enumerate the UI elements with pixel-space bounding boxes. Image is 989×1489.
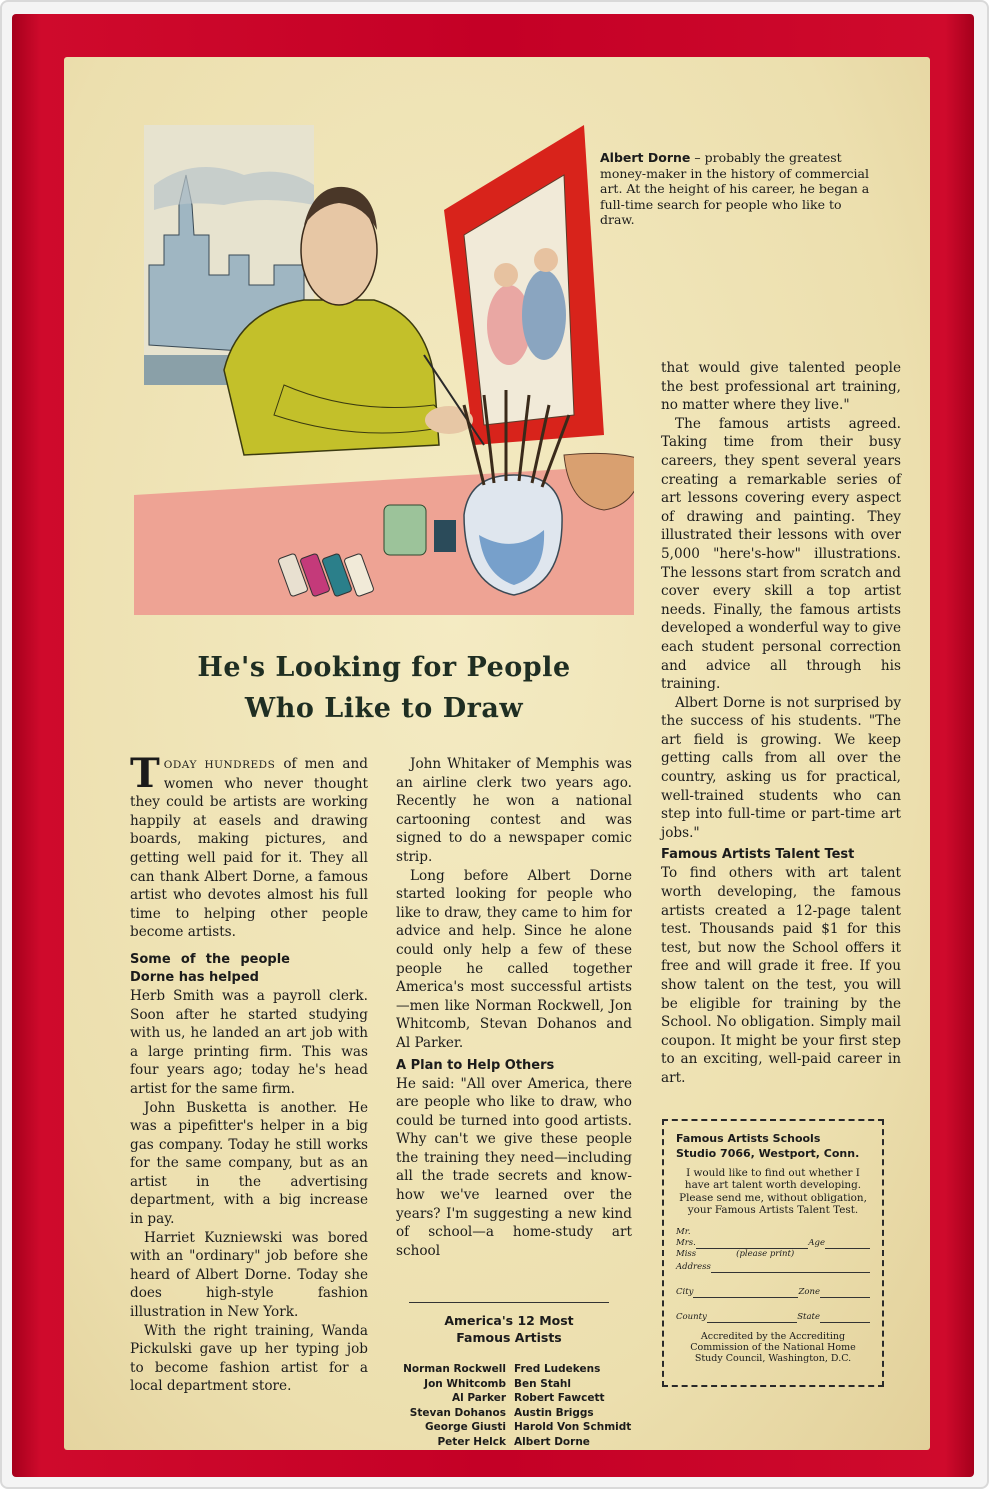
para-long-before: Long before Albert Dorne started looking for people who like to draw, they came to him for advice and help. Since he alone could only help a few of these people he called together America's most successful artists —men like Norman Rockwell, Jon Whitcomb, Stevan Dohanos and Al Parker. <box>396 867 632 1051</box>
coupon-county-line[interactable] <box>676 1312 870 1323</box>
caption-name: Albert Dorne <box>600 150 691 165</box>
artist-name: Stevan Dohanos <box>409 1406 506 1419</box>
lead-smallcaps: ODAY HUNDREDS <box>163 759 276 771</box>
artist-name: Albert Dorne <box>514 1435 590 1448</box>
coupon-school-name: Famous Artists Schools <box>676 1132 821 1145</box>
artist-name: Jon Whitcomb <box>424 1377 506 1390</box>
artist-row <box>394 1435 634 1450</box>
caption-text: – probably the greatest money-maker in the history of commercial art. At the height of his career, he began a full-time search for people who like to draw. <box>600 150 870 227</box>
artist-name: Harold Von Schmidt <box>514 1421 632 1434</box>
intro-paragraph <box>130 750 368 942</box>
coupon-address-line[interactable] <box>676 1262 870 1273</box>
heading-plan-to-help: A Plan to Help Others <box>396 1057 555 1073</box>
para-herb-smith: Herb Smith was a payroll clerk. Soon after he started studying with us, he landed an art job with a large printing firm. This was four years ago; today he's head artist for the same firm. <box>130 987 368 1097</box>
intro-text: of men and women who never thought they could be artists are working happily at easels and drawing boards, making pictures, and getting well paid for it. They all can thank Albert Dorne, a famous artist who devotes almost his full time to helping other people become artists. <box>130 756 368 941</box>
para-that-would-give: that would give talented people the best professional art training, no matter where they live." <box>661 360 901 414</box>
column-2 <box>396 755 632 1260</box>
column-3 <box>661 359 901 1088</box>
comic-back-cover-page <box>64 57 930 1450</box>
famous-artists-list-title: America's 12 Most Famous Artists <box>444 1313 574 1345</box>
famous-artists-list <box>394 1362 634 1450</box>
coupon-body-text: I would like to find out whether I have art talent worth developing. Please send me, without obligation, your Famous Artists Talent Test. <box>679 1167 867 1217</box>
para-famous-artists-agreed: The famous artists agreed. Taking time from their busy careers, they spent several years creating a remarkable series of art lessons covering every aspect of drawing and painting. They illustrated their lessons with over 5,000 "here's-how" illustrations. The lessons start from scratch and cover every skill a top artist needs. Finally, the famous artists developed a wonderful way to give each student personal correction and advice all through his training. <box>661 415 901 693</box>
coupon-please-print: (please print) <box>736 1248 795 1259</box>
coupon-city-field[interactable] <box>693 1287 798 1298</box>
coupon-zone-field[interactable] <box>820 1287 870 1298</box>
coupon-age-field[interactable] <box>825 1238 870 1249</box>
para-harriet-kuzniewski: Harriet Kuzniewski was bored with an "ordinary" job before she heard of Albert Dorne. Today she does high-style fashion illustration in New York. <box>130 1229 368 1321</box>
mail-coupon[interactable] <box>662 1119 884 1387</box>
coupon-state-label: State <box>797 1311 820 1322</box>
coupon-miss-row <box>676 1249 870 1260</box>
coupon-studio-address: Studio 7066, Westport, Conn. <box>676 1147 860 1160</box>
artist-row <box>394 1377 634 1392</box>
para-dorne-not-surprised: Albert Dorne is not surprised by the success of his students. "The art field is growing. We keep getting calls from all over the country, asking us for practical, well-trained students who can step into full-time or part-time art jobs." <box>661 694 901 841</box>
artist-name: Fred Ludekens <box>514 1363 601 1375</box>
coupon-mrs-label: Mrs. <box>676 1237 696 1248</box>
coupon-mr-label: Mr. <box>676 1226 691 1237</box>
drop-cap: T <box>130 750 160 797</box>
coupon-accredited-text: Accredited by the Accrediting Commission of the National Home Study Council, Washington, D.C. <box>690 1330 856 1364</box>
coupon-county-label: County <box>676 1311 707 1322</box>
para-wanda-pickulski: With the right training, Wanda Pickulski gave up her typing job to become fashion artist for a local department store. <box>130 1322 368 1395</box>
artist-name: Norman Rockwell <box>403 1363 506 1375</box>
column-1 <box>130 750 368 1396</box>
artist-row <box>394 1420 634 1435</box>
divider-rule <box>409 1302 609 1303</box>
albert-dorne-caption <box>600 150 870 228</box>
coupon-state-field[interactable] <box>820 1312 870 1323</box>
coupon-city-line[interactable] <box>676 1287 870 1298</box>
artist-illustration <box>134 115 634 615</box>
artist-name: George Giusti <box>425 1421 506 1434</box>
coupon-address-label: Address <box>676 1261 711 1272</box>
headline-line-2: Who Like to Draw <box>244 693 524 724</box>
para-john-whitaker: John Whitaker of Memphis was an airline clerk two years ago. Recently he won a national cartooning contest and was signed to do a newspaper comic strip. <box>396 756 632 865</box>
para-to-find-others: To find others with art talent worth developing, the famous artists created a 12-page talent test. Thousands paid $1 for this test, but now the School offers it free and will grade it free. If you show talent on the test, you will be eligible for training by the School. No obligation. Simply mail coupon. It might be your first step to an exciting, well-paid career in art. <box>661 865 901 1086</box>
headline-line-1: He's Looking for People <box>197 652 571 683</box>
coupon-county-field[interactable] <box>707 1312 797 1323</box>
heading-talent-test: Famous Artists Talent Test <box>661 847 855 863</box>
artist-row <box>394 1391 634 1406</box>
coupon-city-label: City <box>676 1286 694 1297</box>
artist-name: Austin Briggs <box>514 1406 594 1419</box>
para-john-busketta: John Busketta is another. He was a pipefitter's helper in a big gas company. Today he still works for the same company, but as an artist in the advertising department, with a big increase in pay. <box>130 1099 368 1228</box>
coupon-miss-label: Miss <box>676 1248 697 1259</box>
artist-name: Robert Fawcett <box>514 1392 605 1405</box>
artist-name: Al Parker <box>451 1392 506 1405</box>
para-he-said: He said: "All over America, there are people who like to draw, who could be turned into good artists. Why can't we give these people the training they need—including all the trade secrets and know-how we've learned over the years? I'm suggesting a new kind of school—a home-study art school <box>396 1075 632 1259</box>
coupon-name-line[interactable] <box>676 1238 870 1249</box>
coupon-age-label: Age <box>808 1237 825 1248</box>
coupon-zone-label: Zone <box>798 1286 820 1297</box>
artist-row <box>394 1362 634 1377</box>
coupon-address-field[interactable] <box>711 1262 870 1273</box>
artist-name: Ben Stahl <box>514 1377 571 1390</box>
coupon-name-field[interactable] <box>696 1238 809 1249</box>
artist-row <box>394 1406 634 1421</box>
coupon-form <box>676 1227 870 1323</box>
heading-dorne-helped: Some of the people Dorne has helped <box>130 951 290 985</box>
artist-name: Peter Helck <box>437 1435 506 1448</box>
